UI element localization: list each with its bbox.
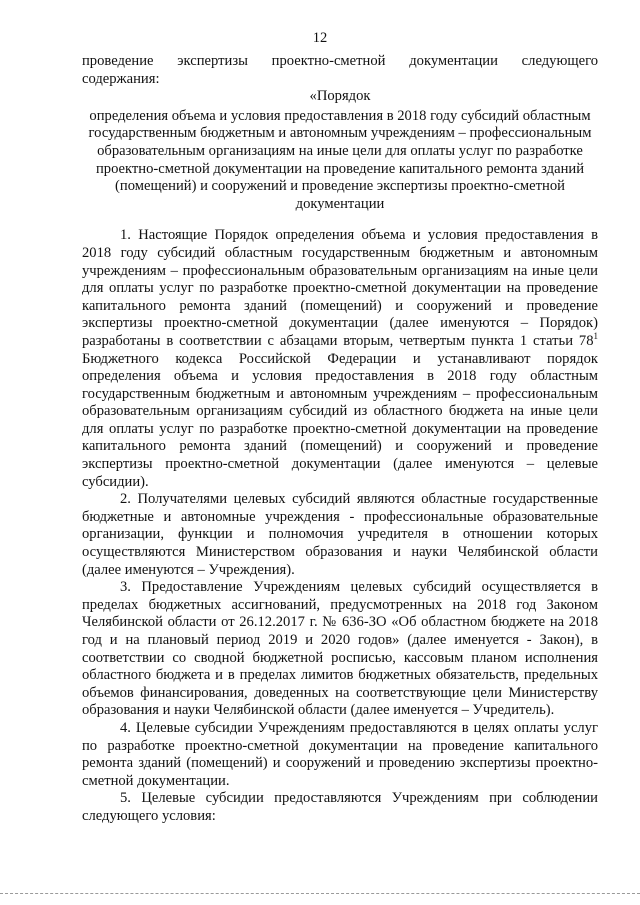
paragraph-1-text-start: 1. Настоящие Порядок определения объема и условия предоставления в 2018 году субсидий областным государственным бюджетным и автономным учреждениям – профессиональным образовательным организациям на иные цели для оплаты услуг по разработке проектно-сметной документации на проведение капитального ремонта зданий (помещений) и сооружений и проведение экспертизы проектно-сметной документации (далее именуются – Порядок) разработаны в соответствии с абзацами вторым, четвертым пункта 1 статьи 78 xyxy=(82,227,598,349)
paragraph-5: 5. Целевые субсидии предоставляются Учреждениям при соблюдении следующего условия: xyxy=(82,790,598,824)
page-number: 12 xyxy=(312,30,328,46)
title-open-quote: «Порядок xyxy=(309,88,371,105)
paragraph-3: 3. Предоставление Учреждениям целевых субсидий осуществляется в пределах бюджетных ассигнований, предусмотренных на 2018 год Законом Челябинской области от 26.12.2017 г. № 636-ЗО «Об областном бюджете на 2018 год и на плановый период 2019 и 2020 годов» (далее именуется - Закон), в соответствии со сводной бюджетной росписью, кассовым планом исполнения областного бюджета и в пределах лимитов бюджетных обязательств, предельных объемов финансирования, доведенных на соответствующие цели Министерству образования и науки Челябинской области (далее именуется – Учредитель). xyxy=(82,579,598,719)
document-body xyxy=(82,53,598,826)
intro-text: проведение экспертизы проектно-сметной документации следующего содержания: xyxy=(82,53,598,87)
paragraph-4: 4. Целевые субсидии Учреждениям предоставляются в целях оплаты услуг по разработке проектно-сметной документации на проведение капитального ремонта зданий (помещений) и сооружений и проведению экспертизы проектно-сметной документации. xyxy=(82,719,598,789)
paragraph-1-text-end: Бюджетного кодекса Российской Федерации и устанавливают порядок определения объема и условия предоставления в 2018 году областным государственным бюджетным и автономным учреждениям – профессиональным образовательным организациям субсидий из областного бюджета на иные цели для оплаты услуг по разработке проектно-сметной документации на проведение капитального ремонта зданий (помещений) и сооружений и проведение экспертизы проектно-сметной документации (далее именуются – целевые субсидии). xyxy=(82,350,598,490)
article-superscript: 1 xyxy=(593,330,598,341)
paragraph-2: 2. Получателями целевых субсидий являются областные государственные бюджетные и автономные учреждения - профессиональные образовательные организации, функции и полномочия учредителя в отношении которых осуществляются Министерством образования и науки Челябинской области (далее именуются – Учреждения). xyxy=(82,491,598,578)
title-text: определения объема и условия предоставления в 2018 году субсидий областным государственным бюджетным и автономным учреждениям – профессиональным образовательным организациям на иные цели для оплаты услуг по разработке проектно-сметной документации на проведение капитального ремонта зданий (помещений) и сооружений и проведение экспертизы проектно-сметной документации xyxy=(88,107,592,212)
document-title xyxy=(82,88,598,213)
paragraph-1 xyxy=(82,227,598,491)
page-bottom-edge xyxy=(0,893,640,894)
